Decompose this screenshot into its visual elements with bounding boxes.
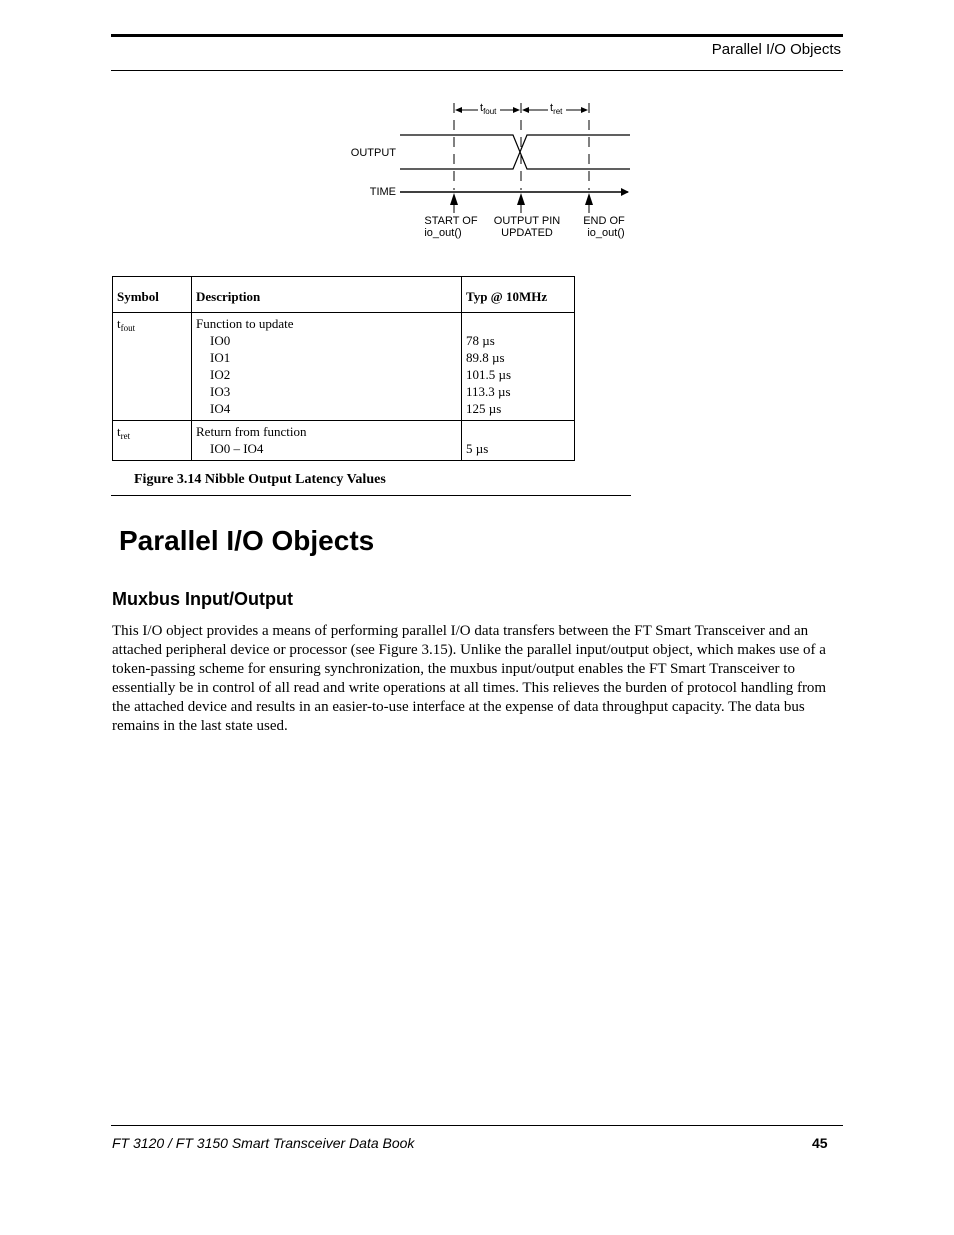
table-header-row	[113, 277, 575, 313]
description-cell: Function to update IO0 IO1 IO2 IO3 IO4	[192, 313, 462, 421]
running-header: Parallel I/O Objects	[711, 41, 841, 58]
end-pointer-arrow	[585, 193, 593, 205]
start-marker-label: START OF io_out()	[424, 215, 478, 239]
time-axis-label: TIME	[369, 186, 396, 198]
subsection-title: Muxbus Input/Output	[112, 589, 293, 609]
t-ret-arrowhead-right	[581, 107, 588, 113]
figure-caption: Figure 3.14 Nibble Output Latency Values	[134, 472, 386, 487]
column-header: Symbol	[113, 277, 192, 313]
symbol-cell: $t_{fout}$	[113, 313, 192, 421]
body-paragraph: This I/O object provides a means of performing parallel I/O data transfers between the FT Smart Transceiver and an attached peripheral device or processor (see Figure 3.15). Unlike the parallel input/output object, which makes use of a token-passing scheme for ensuring synchronization, the muxbus input/output enables the FT Smart Transceiver to essentially be in control of all read and write operations at all times. This relieves the burden of protocol handling from the attached device and results in an easier-to-use interface at the expense of data throughput capacity. The data bus remains in the last state used.	[112, 623, 827, 734]
value-cell: 5 µs	[462, 421, 575, 461]
output-signal-label: OUTPUT	[350, 147, 396, 159]
footer-book-title: FT 3120 / FT 3150 Smart Transceiver Data Book	[112, 1135, 415, 1151]
update-marker-label: OUTPUT PIN UPDATED	[493, 215, 561, 239]
description-cell: Return from function IO0 – IO4	[192, 421, 462, 461]
page-number: 45	[812, 1135, 828, 1151]
t-ret-label: $t_{ret}$	[550, 102, 563, 116]
t-ret-arrowhead-left	[522, 107, 529, 113]
symbol-cell: $t_{ret}$	[113, 421, 192, 461]
end-marker-label: END OF io_out()	[583, 215, 625, 239]
latency-table	[112, 276, 575, 461]
caption-rule	[111, 495, 631, 496]
footer-rule	[111, 1125, 843, 1126]
column-header: Typ @ 10MHz	[462, 277, 575, 313]
table-row	[113, 313, 575, 421]
t-fout-label: $t_{fout}$	[480, 102, 497, 116]
t-fout-arrowhead-right	[513, 107, 520, 113]
start-pointer-arrow	[450, 193, 458, 205]
column-header: Description	[192, 277, 462, 313]
t-fout-arrowhead-left	[455, 107, 462, 113]
section-title: Parallel I/O Objects	[119, 525, 375, 556]
timing-diagram	[0, 0, 954, 260]
value-cell: 78 µs 89.8 µs 101.5 µs 113.3 µs 125 µs	[462, 313, 575, 421]
update-pointer-arrow	[517, 193, 525, 205]
table-row	[113, 421, 575, 461]
